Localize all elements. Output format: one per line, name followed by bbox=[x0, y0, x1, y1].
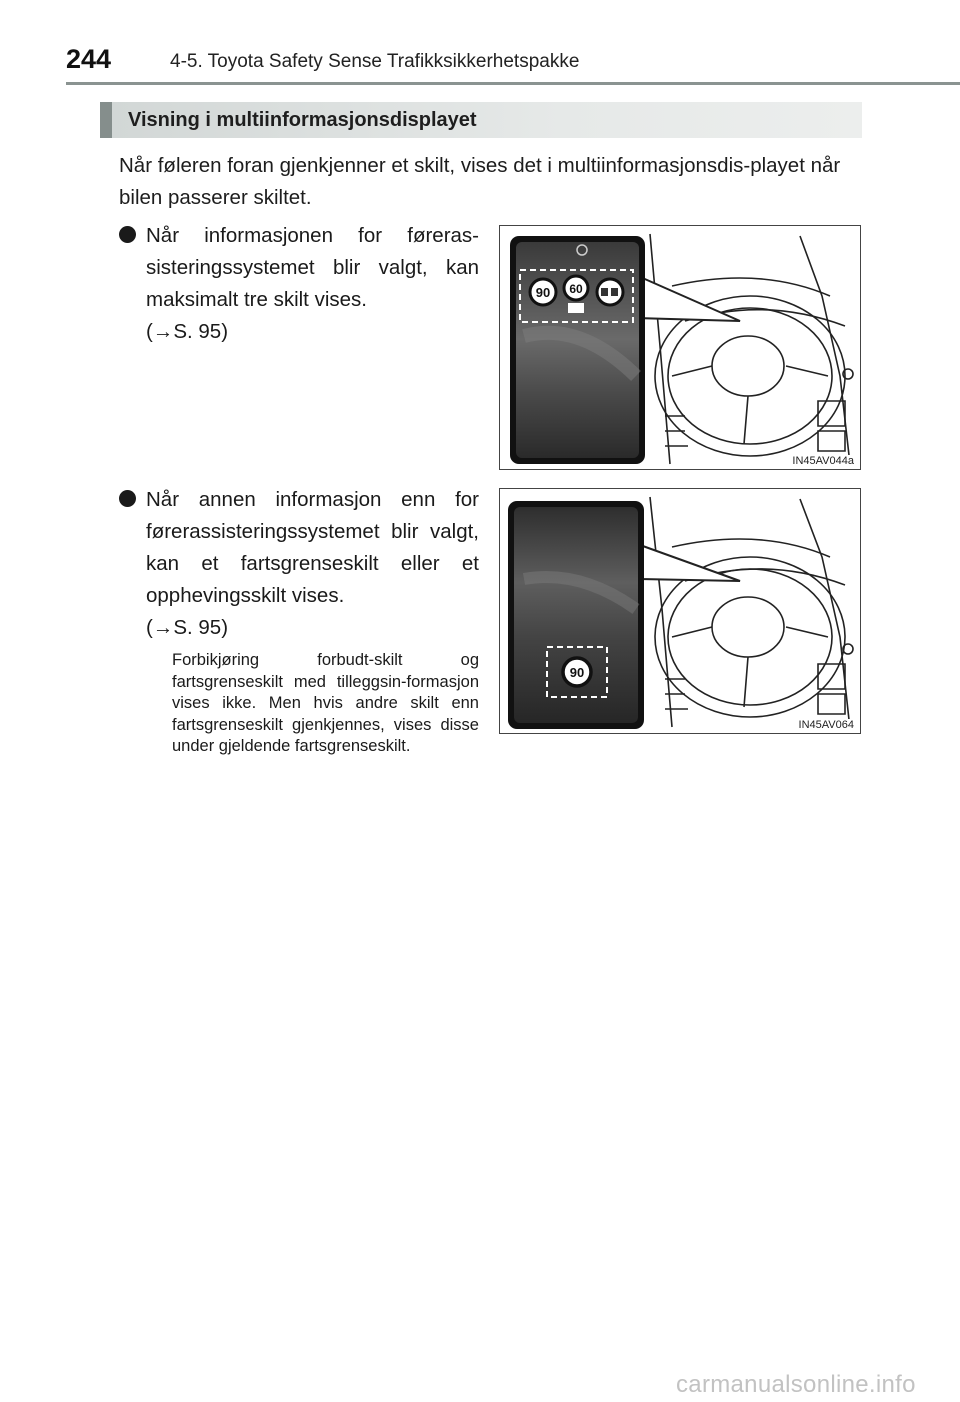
note-text: Forbikjøring forbudt-skilt og fartsgrenseskilt med tilleggsin-formasjon vises ikke. Men hvis andre skilt enn fartsgrenseskilt gjenkjennes, vises disse under gjeldende fartsgrenseskilt. bbox=[172, 651, 479, 755]
figure-code: IN45AV064 bbox=[798, 719, 854, 731]
footer-watermark: carmanualsonline.info bbox=[676, 1371, 916, 1398]
page-number: 244 bbox=[66, 44, 112, 74]
svg-text:60: 60 bbox=[569, 282, 583, 296]
figure-display-three-signs bbox=[499, 225, 861, 470]
instrument-cluster-illustration bbox=[500, 226, 861, 470]
figure-code: IN45AV044a bbox=[792, 455, 854, 467]
running-head: 4-5. Toyota Safety Sense Trafikksikkerhetspakke bbox=[170, 51, 580, 72]
page-reference: (→S. 95) bbox=[146, 320, 229, 343]
bullet-text: Når annen informasjon enn for førerassisteringssystemet blir valgt, kan et fartsgrenseskilt eller et opphevingsskilt vises. bbox=[146, 488, 479, 607]
no-overtaking-sign-icon bbox=[597, 279, 623, 305]
bullet-text: Når informasjonen for føreras-sisteringssystemet blir valgt, kan maksimalt tre skilt vises. bbox=[146, 224, 479, 311]
section-title: Visning i multiinformasjonsdisplayet bbox=[128, 109, 477, 131]
instrument-cluster-illustration bbox=[500, 489, 861, 734]
speed-sign-90-icon bbox=[530, 279, 556, 305]
header-rule bbox=[66, 82, 960, 85]
page-reference: (→S. 95) bbox=[146, 616, 229, 639]
figure-display-single-sign bbox=[499, 488, 861, 734]
svg-text:90: 90 bbox=[535, 285, 551, 300]
bullet-item-1 bbox=[119, 220, 479, 348]
intro-paragraph: Når føleren foran gjenkjenner et skilt, vises det i multiinformasjonsdis-playet når bilen passerer skiltet. bbox=[119, 154, 841, 209]
bullet-item-2 bbox=[119, 484, 479, 758]
speed-sign-90-icon bbox=[563, 658, 591, 686]
bullet-dot bbox=[119, 490, 136, 507]
section-heading-bar bbox=[100, 102, 862, 138]
svg-text:90: 90 bbox=[569, 665, 585, 680]
bullet-dot bbox=[119, 226, 136, 243]
